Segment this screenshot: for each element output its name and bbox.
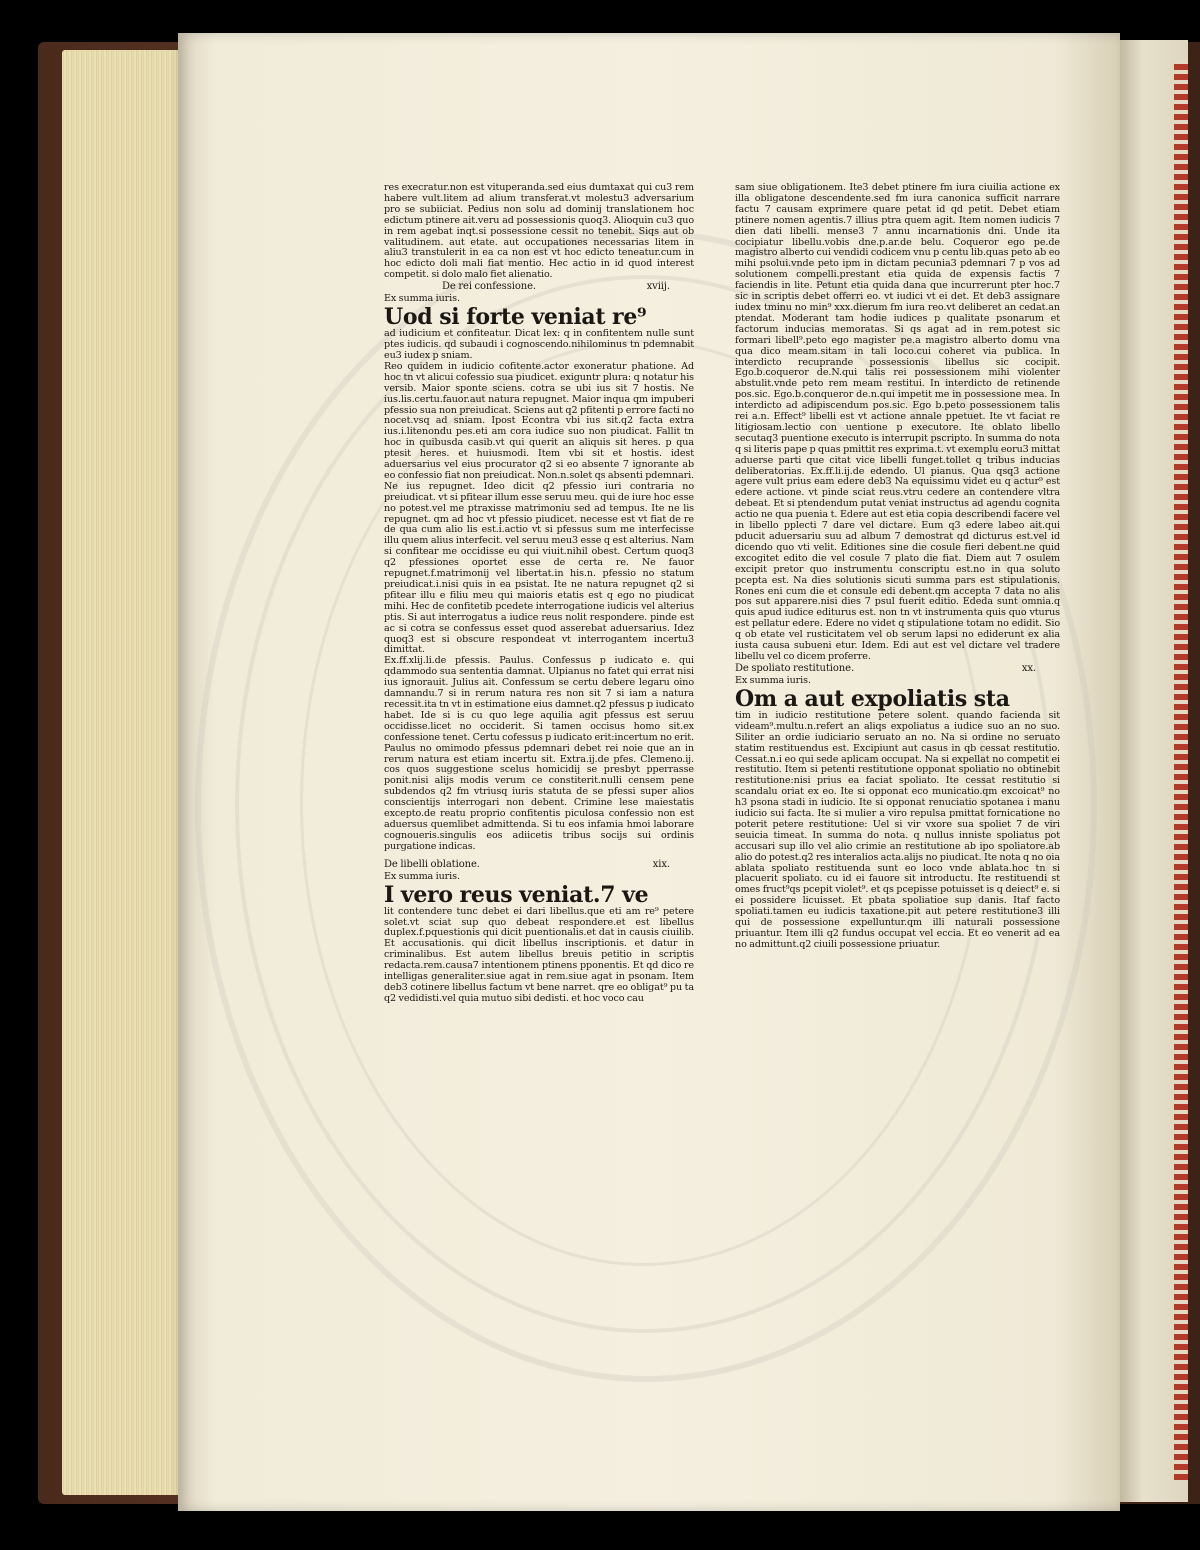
rubric-number: xviij. bbox=[646, 281, 670, 293]
left-paragraph-2a: ad iudicium et confiteatur. Dicat lex: q in confitentem nulle sunt ptes iudicis. qd subaudi i cognoscendo.nihilominus tn pdemnabit eu3 iudex p sniam. bbox=[384, 328, 694, 361]
left-heading-1: Uod si forte veniat re⁹ bbox=[384, 304, 647, 331]
left-rubric-2 bbox=[384, 859, 694, 871]
left-source-2: Ex summa iuris. bbox=[384, 870, 460, 882]
facing-page-edge bbox=[1118, 40, 1188, 1502]
left-paragraph-1: res execratur.non est vituperanda.sed eius dumtaxat qui cu3 rem habere vult.litem ad alium transferat.vt molestu3 adversarium pro se subiiciat. Pedius non solu ad dominij translationem hoc edictum ptinere ait.veru ad possessionis quoq3. Alioquin cu3 quo in rem agebat inqt.si possessione cessit no tenebit. Siqs aut ob valitudinem. aut etate. aut occupationes necessarias litem in aliu3 transtulerit in ea ca non est vt hoc edicto teneatur.cum in hoc edicto doli mali fiat mentio. Hec actio in id quod interest competit. si dolo malo fiet alienatio. bbox=[384, 182, 694, 281]
right-heading-1: Om a aut expoliatis sta bbox=[735, 685, 1010, 712]
right-text-column bbox=[735, 183, 1060, 951]
left-paragraph-2b: Reo quidem in iudicio cofitente.actor exoneratur phatione. Ad hoc tn vt alicui cofessio sua piudicet. exiguntr plura: q notatur his versib. Maior sponte sciens. cotra se ubi ius sit 7 hostis. Ne ius.lis.certu.fauor.aut natura repugnet. Maior inqua qm impuberi pfessio sua non preiudicat. Sciens aut q2 pfitenti p errore facti no nocet.vsq ad sniam. Ipost Econtra vbi ius sit.q2 facta extra ius.i.litenondu pes.eti am cora iudice suo non piudicat. Fallit tn hoc in quibusda casib.vt qui querit an aliquis sit heres. p qua ptesit heres. et huiusmodi. Item vbi sit et hostis. idest aduersarius vel eius procurator q2 si eo absente 7 ignorante ab eo confessio fiat non preiudicat. Non.n.solet qs absenti pdemnari. Ne ius repugnet. Ideo dicit q2 pfessio iuri contraria no preiudicat. vt si pfitear illum esse seruu meu. qui de iure hoc esse no potest.vel me ptraxisse matrimoniu sed ad tempus. Ite ne lis repugnet. qm ad hoc vt pfessio piudicet. necesse est vt fiat de re de qua cum alio lis est.i.actio vt si pfessus sum me interfecisse illu quem alius interfecit. vel seruu meu3 esse q est alterius. Nam si confitear me occidisse eu qui viuit.nihil obest. Certum quoq3 q2 pfessiones oportet esse de certa re. Ne fauor repugnet.f.matrimonij vel libertat.in his.n. pfessio no statum preiudicat.i.nisi quis in ea psistat. Ite ne natura repugnet q2 si pfitear illu e filiu meu qui maioris etatis est q ego no piudicat mihi. Hec de confitetib pcedete interrogatione iudicis vel alterius ptis. Si aut interrogatus a iudice reus nolit respondere. pinde est ac si cotra se confessus esset quod asserebat aduersarius. Idez quoq3 est si obscure respondeat vt interrogantem incertu3 dimittat. bbox=[384, 360, 694, 656]
left-rubric-1 bbox=[384, 281, 694, 293]
left-source-1: Ex summa iuris. bbox=[384, 293, 460, 305]
left-heading-2: I vero reus veniat.7 ve bbox=[384, 881, 649, 908]
left-text-column bbox=[384, 183, 694, 1005]
right-rubric-1 bbox=[735, 663, 1060, 675]
page-edges bbox=[62, 50, 192, 1495]
rubric-label: De libelli oblatione. bbox=[384, 858, 480, 870]
left-paragraph-2c: Ex.ff.xlij.li.de pfessis. Paulus. Confessus p iudicato e. qui qdammodo sua sententia damnat. Ulpianus no fatet qui errat nisi ius ignorauit. Julius ait. Confessum se certu debere legaru oino damnandu.7 si in rerum natura res non sit 7 si iam a natura recessit.ita tn vt in estimatione eius damnet.q2 pfessus p iudicato habet. Ide si is cu quo lege aquilia agit pfessus est seruu occidisse.licet no occiderit. Si tamen occisus homo sit.ex confessione tenet. Certu cofessus p iudicato erit:incertum no erit. Paulus no omimodo pfessus pdemnari debet rei noie que an in rerum natura est etiam incertu sit. Extra.ij.de pfes. Clemeno.ij. cos quos suggestione scelus homicidij se presbyt pperrasse ponit.nisi alijs modis verum ce constiterit.nulli censem pene subdendos q2 fm vtriusq iuris statuta de se pfessi super alios conscientijs interrogari non debent. Crimine lese maiestatis excepto.de reatu proprio confitentis piculosa confessio non est aduersus quemlibet admittenda. Si tu eos infamia hmoi laborare cognoueris.singulis eos adiicetis tribus socijs sui ordinis purgatione indicas. bbox=[384, 655, 695, 852]
right-paragraph-1: sam siue obligationem. Ite3 debet ptinere fm iura ciuilia actione ex illa obligatone descendente.sed fm iura canonica sufficit narrare factu 7 causam exprimere quare petat id qd petit. Debet etiam ptinere nomen agentis.7 illius ptra quem agit. Item nomen iudicis 7 dien dati libelli. mense3 7 annu incarnationis dni. Unde ita cocipiatur libellu.vobis dne.p.ar.de belu. Coqueror ego pe.de magistro alberto cui vendidi codicem vnu p centu lib.quas peto ab eo mihi psolui.vnde peto ipm in dictam pecunia3 pdemnari 7 p vos ad solutionem compelli.prestant etia quida de expensis factis 7 faciendis in lite. Petunt etia quida dana que incurrerunt pter hoc.7 sic in scriptis debet offerri eo. vt iudici vt ei det. Et deb3 assignare iudex tminu no min⁹ xxx.dierum fm iura reo.vt deliberet an cedat.an ptendat. Moderant tam hodie iudices p qualitate psonarum et factorum inducias memoratas. Si qs agat ad in rem.potest sic formari libell⁹.peto ego magister pe.a magistro alberto domu vna qua dico meam.sitam in tali loco.cui coheret via publica. In interdicto recuprande possessionis libellus sic cocipit. Ego.b.coqueror de.N.qui talis rei possessionem mihi violenter abstulit.vnde peto rem meam restitui. In interdicto de retinende pos.sic. Ego.b.conqueror de.n.qui impetit me in possessione mea. In interdicto ad adipiscendum pos.sic. Ego b.peto possessionem talis rei a.n. Effect⁹ libelli est vt actione annale ppetuet. Ite vt faciat re litigiosam.lectio con uentione p executore. Ite oblato libello secutaq3 puentione executo is interrupit pscripto. In summa do nota q si literis pape p quas pmittit res exprima.t. vt exemplu eoru3 mittat aduerse parti que citat vice libelli funget.tollet q tribus inducias deliberatorias. Ex.ff.li.ij.de edendo. Ul pianus. Qua qsq3 actione agere vult prius eam edere deb3 Na equissimu videt eu q actur⁹ est edere actione. vt pinde sciat reus.vtru cedere an contendere vltra debeat. Et si ptendendum putat veniat instructus ad agendu cognita actio ne qua puenia t. Edere aut est etia copia describendi facere vel in libello pplecti 7 dare vel dictare. Eum q3 edere labeo ait.qui pducit aduersariu suu ad album 7 demostrat qd dicturus est.vel id dicendo quo vti velit. Editiones sine die cosule fieri debent.ne quid excogitet edito die vel cosule 7 plato die fiat. Diem aut 7 osulem excipit pretor quo instrumentu conscriptu est.no in qua soluto pcepta est. Na dies solutionis sicuti summa pars est stipulationis. Rones eni cum die et consule edi debent.qm accepta 7 data no alis pos sut apparere.nisi dies 7 psul fuerit editio. Ededa sunt omnia.q quis apud iudice editurus est. non tn vt instrumenta quis quo vturus est pellatur edere. Edere no videt q stipulatione totam no edidit. Sio q ob etate vel rusticitatem vel ob serum lapsi no ediderunt ex alia iusta causa subueni etur. Idem. Edi aut est vel dictare vel tradere libellu vel co dicem proferre. bbox=[735, 182, 1060, 662]
left-paragraph-3: lit contendere tunc debet ei dari libellus.que eti am re⁹ petere solet.vt sciat sup quo debeat respondere.et est libellus duplex.f.pquestionis qui dicit puentionalis.et dat in causis ciuilib. Et accusationis. qui dicit libellus inscriptionis. et datur in criminalibus. Est autem libellus breuis petitio in scriptis redacta.rem.causa7 intentionem ptinens pponentis. Et qd dico re intelligas generaliter.siue agat in rem.siue agat in psonam. Item deb3 cotinere libellus factum vt bene narret. qre eo obligat⁹ pu ta q2 vedidisti.vel quia mutuo sibi dedisti. et hoc voco cau bbox=[384, 905, 694, 1004]
rubric-number: xx. bbox=[1021, 662, 1036, 674]
rubric-number: xix. bbox=[652, 858, 670, 870]
right-source-1: Ex summa iuris. bbox=[735, 674, 811, 686]
rubric-label: De rei confessione. bbox=[442, 281, 536, 293]
right-paragraph-2: tim in iudicio restitutione petere solent. quando facienda sit videam⁹.multu.n.refert an aliqs expoliatus a iudice suo an no suo. Siliter an ordie iudiciario seruato an no. Na si ordine no seruato statim restituendus est. Excipiunt aut casus in qb cessat restitutio. Cessat.n.i eo qui sede aplicam occupat. Na si expellat no competit ei restitutio. Item si petenti restitutione opponat spoliatio no obtinebit restitutione:nisi prius ea faciat spoliato. Ite cessat restitutio si scandalu oriat ex eo. Ite si opponat eco municatio.qm excoicat⁹ no h3 psona stadi in iudicio. Ite si opponat renuciatio spotanea i manu iudicio sui facta. Ite si mulier a viro repulsa pmittat fornicatione no poterit petere restitutione: Uel si vir vxore sua spoliet 7 de viri seuicia timeat. In summa do nota. q nullus inniste spoliatus pot accusari sup illo vel alio crimie an restitutione ab ipo spoliatore.ab alio do potest.q2 res interalios acta.alijs no piudicat. Ite nota q no oia ablata spoliato restituenda sunt eo loco vnde ablata.hoc tn si placuerit spoliato. cu id ei fauore sit introductu. Ite restituendi st omes fruct⁹qs pcepit violet⁹. et qs pcepisse potuisset is q deiect⁹ e. si ei possidere licuisset. Et pbata spoliatioe sup danis. Itaf facto spoliati.tamen eu iudicis taxatione.pit aut petere restitutione3 illi qui de possessione expelluntur.qm illi naturali possessione priuantur. Item illi q2 fundus occupat vel eccia. Et eo venerit ad ea no admittunt.q2 ciuili possessione priuatur. bbox=[735, 709, 1060, 950]
rubric-label: De spoliato restitutione. bbox=[735, 662, 855, 674]
